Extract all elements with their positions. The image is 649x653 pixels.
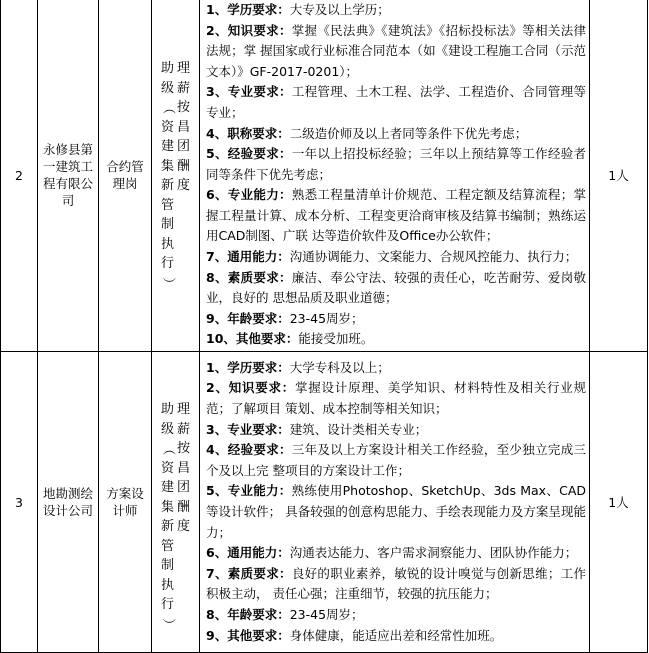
requirement-item <box>206 358 586 379</box>
requirement-item <box>206 82 586 123</box>
requirement-label: 4、职称要求： <box>206 125 290 141</box>
salary-char: 理 <box>177 402 191 417</box>
requirement-text: 三年及以上方案设计相关工作经验，至少独立完成三个及以上完 整项目的方案设计工作； <box>206 442 586 478</box>
salary-char: 新 <box>160 519 174 534</box>
position-name: 方案设计师 <box>99 352 152 653</box>
requirement-text: 二级造价师及以上者同等条件下优先考虑； <box>289 125 528 141</box>
requirement-label: 1、学历要求： <box>206 1 290 17</box>
salary-text-col1 <box>161 400 174 634</box>
salary-text-col1 <box>161 59 174 293</box>
salary-char: 资 <box>160 460 174 476</box>
requirement-item <box>206 481 586 543</box>
salary-char: 行 <box>160 256 174 271</box>
requirement-item <box>206 420 586 441</box>
salary-char: 助 <box>160 402 174 417</box>
requirement-text: 身体健康，能适应出差和经常性加班。 <box>289 627 503 643</box>
requirement-item <box>206 440 586 481</box>
salary-char: 管 <box>160 197 174 213</box>
salary-text-col2 <box>177 400 190 634</box>
salary-char: 集 <box>160 158 174 174</box>
hiring-count: 1人 <box>590 0 648 352</box>
salary-char: 团 <box>177 139 191 154</box>
salary-char: （ <box>160 442 176 456</box>
requirements-cell <box>200 0 590 352</box>
employer-name: 地勘测绘设计公司 <box>38 352 99 653</box>
requirement-item <box>206 144 586 185</box>
requirement-label: 3、专业要求： <box>206 421 290 437</box>
requirement-item <box>206 124 586 145</box>
salary-char: 酬 <box>177 158 191 174</box>
salary-char: 集 <box>160 499 174 515</box>
salary-char: 制 <box>160 217 174 232</box>
requirement-text: 建筑、设计类相关专业； <box>289 421 428 437</box>
requirement-text: 能接受加班。 <box>298 331 374 347</box>
requirement-text: 良好的职业素养，敏锐的设计嗅觉与创新思维；工作积极主动， 责任心强；注重细节，较强的抗压能力； <box>206 565 586 602</box>
requirement-text: 23-45周岁； <box>289 606 364 622</box>
requirement-label: 10、其他要求： <box>206 331 299 347</box>
requirement-text: 廉洁、奉公守法、较强的责任心，吃苦耐劳、爱岗敬业，良好的 思想品质及职业道德； <box>206 269 586 306</box>
salary-char: 执 <box>160 236 174 252</box>
salary-char: 度 <box>177 178 191 193</box>
salary-char: 管 <box>160 538 174 554</box>
salary-char: ） <box>160 617 176 631</box>
salary-info <box>152 352 200 653</box>
salary-char: 建 <box>160 480 174 495</box>
requirement-text: 沟通表达能力、客户需求洞察能力、团队协作能力； <box>289 545 578 561</box>
requirement-text: 一年以上招投标经验；三年以上预结算等工作经验者同等条件下优先考虑； <box>206 146 586 182</box>
requirement-text: 大专及以上学历； <box>289 1 390 17</box>
requirement-label: 8、素质要求： <box>206 269 292 285</box>
requirement-item <box>206 185 586 247</box>
requirement-item <box>206 564 586 605</box>
salary-char: 薪 <box>177 80 191 96</box>
table-row <box>1 0 648 352</box>
salary-char: 助 <box>160 61 174 76</box>
salary-char: 按 <box>177 441 191 456</box>
requirement-item <box>206 329 586 350</box>
requirement-label: 7、通用能力： <box>206 249 290 265</box>
salary-char: （ <box>160 101 176 115</box>
salary-char: 执 <box>160 577 174 593</box>
salary-char: 昌 <box>177 460 191 476</box>
salary-char: 理 <box>177 61 191 76</box>
requirement-text: 掌握《民法典》《建筑法》《招标投标法》等相关法律法规；掌 握国家或行业标准合同范本（如《建设工程施工合同（示范文本）》GF-2017-0201）； <box>206 22 586 79</box>
requirement-label: 2、知识要求： <box>206 22 292 38</box>
requirement-text: 熟练使用Photoshop、SketchUp、3ds Max、CAD等设计软件； 具备较强的创意构思能力、手绘表现能力及方案呈现能力； <box>206 483 587 540</box>
salary-char: 资 <box>160 119 174 135</box>
row-number: 2 <box>1 0 38 352</box>
salary-char: 薪 <box>177 421 191 437</box>
requirement-item <box>206 268 586 309</box>
salary-char: ） <box>160 276 176 290</box>
position-name: 合约管理岗 <box>99 0 152 352</box>
employer-name: 永修县第一建筑工程有限公司 <box>38 0 99 352</box>
requirement-item <box>206 0 586 21</box>
requirement-label: 6、通用能力： <box>206 545 290 561</box>
salary-char: 新 <box>160 178 174 193</box>
requirement-item <box>206 378 586 419</box>
requirement-text: 大学专科及以上； <box>289 359 390 375</box>
table-row <box>1 352 648 653</box>
requirement-text: 工程管理、土木工程、法学、工程造价、合同管理等专业； <box>206 84 586 120</box>
salary-char: 按 <box>177 100 191 115</box>
requirement-text: 熟悉工程量清单计价规范、工程定额及结算流程；掌握工程量计算、成本分析、工程变更洽商审核及结算书编制；熟练运用CAD制图、广联 达等造价软件及Office办公软件； <box>206 187 586 244</box>
salary-char: 建 <box>160 139 174 154</box>
requirement-label: 5、专业能力： <box>206 483 292 499</box>
requirement-item <box>206 605 586 626</box>
requirement-item <box>206 21 586 83</box>
requirement-label: 3、专业要求： <box>206 84 292 100</box>
salary-info <box>152 0 200 352</box>
requirement-label: 5、经验要求： <box>206 146 292 162</box>
requirement-text: 沟通协调能力、文案能力、合规风控能力、执行力； <box>289 249 578 265</box>
salary-char: 团 <box>177 480 191 495</box>
requirement-item <box>206 543 586 564</box>
requirement-label: 7、素质要求： <box>206 565 292 581</box>
salary-char: 度 <box>177 519 191 534</box>
row-number: 3 <box>1 352 38 653</box>
requirement-text: 23-45周岁； <box>289 310 364 326</box>
requirement-text: 掌握设计原理、美学知识、材料特性及相关行业规范；了解项目 策划、成本控制等相关知识； <box>206 380 586 417</box>
requirement-label: 1、学历要求： <box>206 359 290 375</box>
salary-char: 级 <box>160 80 174 96</box>
requirement-item <box>206 626 586 647</box>
requirement-item <box>206 247 586 268</box>
hiring-count: 1人 <box>590 352 648 653</box>
salary-char: 行 <box>160 597 174 612</box>
salary-char: 级 <box>160 421 174 437</box>
requirement-label: 9、其他要求： <box>206 627 290 643</box>
salary-char: 酬 <box>177 499 191 515</box>
salary-text-col2 <box>177 59 190 293</box>
requirement-label: 2、知识要求： <box>206 380 296 396</box>
requirement-label: 8、年龄要求： <box>206 606 290 622</box>
requirements-cell <box>200 352 590 653</box>
salary-char: 昌 <box>177 119 191 135</box>
salary-char: 制 <box>160 558 174 573</box>
requirement-label: 9、年龄要求： <box>206 310 290 326</box>
requirement-label: 6、专业能力： <box>206 187 292 203</box>
requirement-item <box>206 309 586 330</box>
requirement-label: 4、经验要求： <box>206 442 292 458</box>
